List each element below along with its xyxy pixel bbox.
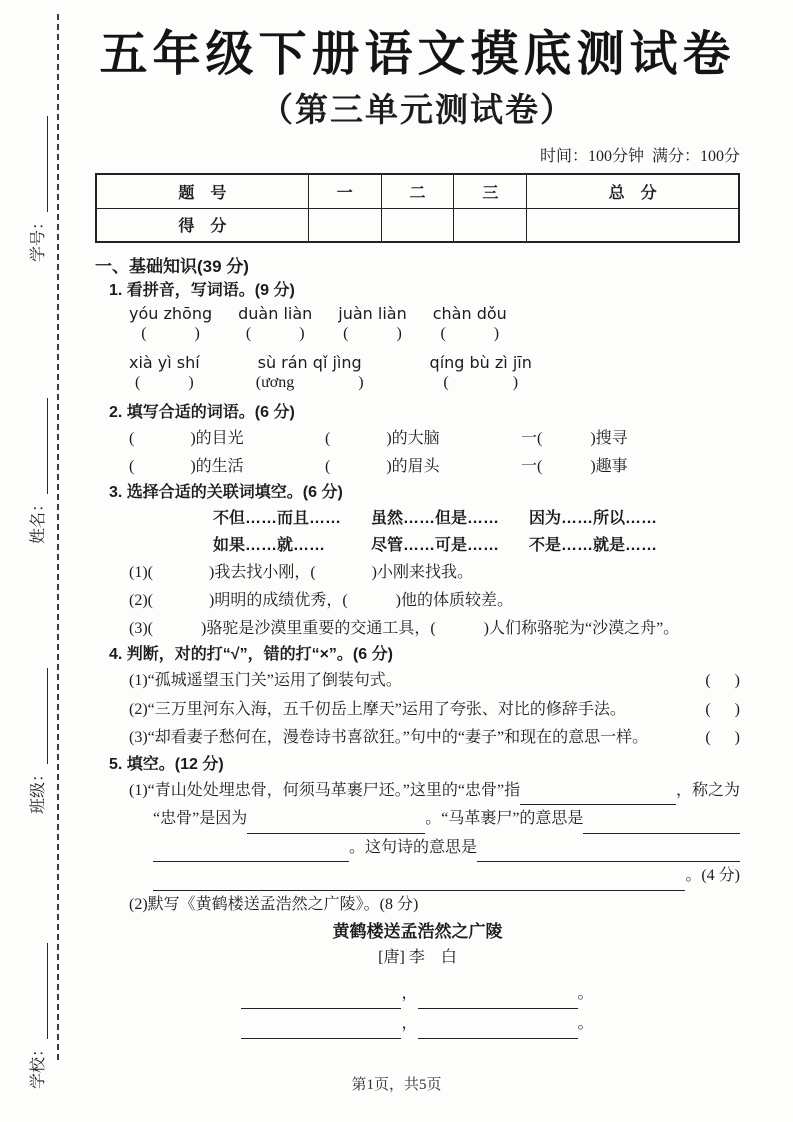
main-content xyxy=(95,24,740,1039)
sidebar-field-name xyxy=(22,366,48,544)
class-blank xyxy=(30,668,48,764)
score-cell xyxy=(308,208,381,242)
q2-row xyxy=(129,425,740,453)
sidebar-field-school xyxy=(22,911,48,1089)
answer-parens: ( ) xyxy=(141,325,200,342)
q4-item xyxy=(129,667,740,696)
score-cell xyxy=(527,208,739,242)
q1-pinyin-row2 xyxy=(129,352,740,392)
seal-dashed-line xyxy=(57,14,59,1060)
q5-fill-line xyxy=(129,777,740,806)
answer-parens: ( ) xyxy=(343,325,402,342)
answer-parens: ( ) xyxy=(443,374,519,391)
q3-options-row xyxy=(213,505,740,532)
conjunction-option: 不但……而且…… xyxy=(213,510,342,527)
pinyin-item xyxy=(238,303,312,343)
score-table xyxy=(95,173,740,243)
answer-blank xyxy=(418,1017,578,1039)
score-table-header-cell: 二 xyxy=(381,174,454,208)
judge-statement: (3)“却看妻子愁何在，漫卷诗书喜欲狂。”句中的“妻子”和现在的意思一样。 xyxy=(129,729,649,746)
fill-text: “忠骨”是因为 xyxy=(153,810,248,827)
answer-blank xyxy=(247,812,425,834)
student-id-blank xyxy=(30,116,48,212)
page-subtitle: （第三单元测试卷） xyxy=(260,93,575,129)
score-cell xyxy=(381,208,454,242)
fill-text: 。这句诗的意思是 xyxy=(349,838,478,856)
q3-title: 3. 选择合适的关联词填空。(6 分) xyxy=(109,484,343,501)
fill-word-blank: ( )的生活 xyxy=(129,458,244,475)
q1-pinyin-row1 xyxy=(129,303,740,343)
score-table-header-cell: 题 号 xyxy=(96,174,308,208)
q4-item xyxy=(129,724,740,753)
sidebar-field-student-id xyxy=(22,84,48,262)
name-blank xyxy=(30,398,48,494)
fill-text: 。“马革裹尸”的意思是 xyxy=(425,810,584,827)
poem-title: 黄鹤楼送孟浩然之广陵 xyxy=(332,921,503,941)
page-title: 五年级下册语文摸底测试卷 xyxy=(99,28,736,81)
q2-row xyxy=(129,453,740,481)
score-table-header-cell: 一 xyxy=(308,174,381,208)
q5-fill-line xyxy=(153,805,740,834)
answer-parens: (ương ) xyxy=(255,374,364,391)
q5-title: 5. 填空。(12 分) xyxy=(109,755,224,773)
sidebar-field-class xyxy=(22,636,48,814)
pinyin-item xyxy=(129,303,212,343)
pinyin-text: yóu zhōng xyxy=(129,304,213,323)
fill-word-blank: ( )的眉头 xyxy=(325,458,440,475)
pinyin-text: sù rán qǐ jìng xyxy=(257,353,362,372)
school-blank xyxy=(30,943,48,1039)
answer-parens: ( ) xyxy=(135,374,194,391)
answer-blank xyxy=(418,987,578,1009)
q5-part2-title: (2)默写《黄鹤楼送孟浩然之广陵》。(8 分) xyxy=(129,895,419,913)
q3-item: (3)( )骆驼是沙漠里重要的交通工具，( )人们称骆驼为“沙漠之舟”。 xyxy=(129,620,680,637)
conjunction-option: 如果……就…… xyxy=(213,537,326,554)
pinyin-text: xià yì shí xyxy=(129,353,200,372)
class-label: 班级： xyxy=(30,765,47,814)
q3-options-row xyxy=(213,532,740,559)
name-label: 姓名： xyxy=(30,495,47,544)
answer-parens: ( ) xyxy=(245,325,305,342)
fill-word-blank: 一( )搜寻 xyxy=(521,430,628,447)
conjunction-option: 尽管……可是…… xyxy=(371,537,500,554)
fill-text: 。(4 分) xyxy=(685,867,740,884)
conjunction-option: 不是……就是…… xyxy=(529,537,658,554)
score-table-header-cell: 总 分 xyxy=(527,174,739,208)
score-cell xyxy=(454,208,527,242)
fill-word-blank: 一( )趣事 xyxy=(521,458,628,475)
q2-title: 2. 填写合适的词语。(6 分) xyxy=(109,404,295,421)
poem-comma: ， xyxy=(401,984,418,1002)
score-label-cell: 得 分 xyxy=(96,208,308,242)
pinyin-item xyxy=(129,352,200,392)
q4-item xyxy=(129,696,740,725)
answer-blank xyxy=(241,987,401,1009)
poem-period: 。 xyxy=(577,1014,594,1032)
answer-blank xyxy=(520,783,676,805)
answer-parens: ( ) xyxy=(440,325,500,342)
pinyin-item xyxy=(338,303,406,343)
judge-statement: (2)“三万里河东入海，五千仞岳上摩天”运用了夸张、对比的修辞手法。 xyxy=(129,700,626,718)
q5-fill-line xyxy=(153,862,740,891)
school-label: 学校： xyxy=(30,1040,47,1089)
pinyin-text: qíng bù zì jīn xyxy=(429,353,532,372)
q4-title: 4. 判断，对的打“√”，错的打“×”。(6 分) xyxy=(109,646,393,663)
pinyin-item xyxy=(433,303,507,343)
pinyin-text: chàn dǒu xyxy=(432,304,507,323)
conjunction-option: 虽然……但是…… xyxy=(371,510,500,527)
pinyin-text: juàn liàn xyxy=(338,304,407,323)
answer-blank xyxy=(241,1017,401,1039)
answer-blank xyxy=(583,812,740,834)
answer-blank xyxy=(153,840,349,862)
q3-item: (2)( )明明的成绩优秀，( )他的体质较差。 xyxy=(129,592,513,609)
q3-item: (1)( )我去找小刚，( )小刚来找我。 xyxy=(129,564,473,581)
conjunction-option: 因为……所以…… xyxy=(529,510,658,527)
student-id-label: 学号： xyxy=(30,213,47,262)
score-table-header-cell: 三 xyxy=(454,174,527,208)
fill-text: ，称之为 xyxy=(675,781,740,799)
exam-meta: 时间：100分钟 满分：100分 xyxy=(539,148,740,165)
score-table-score-row xyxy=(96,208,739,242)
section1-heading: 一、基础知识(39 分) xyxy=(95,257,249,276)
judge-answer-parens: ( ) xyxy=(705,672,740,689)
q5-fill-line xyxy=(153,834,740,863)
fill-word-blank: ( )的大脑 xyxy=(325,430,440,447)
judge-answer-parens: ( ) xyxy=(705,729,740,746)
answer-blank xyxy=(153,869,685,891)
fill-text: (1)“青山处处埋忠骨，何须马革裹尸还。”这里的“忠骨”指 xyxy=(129,781,521,799)
score-table-header-row xyxy=(96,174,739,208)
poem-blank-line xyxy=(95,979,740,1009)
poem-period: 。 xyxy=(577,984,594,1002)
judge-statement: (1)“孤城遥望玉门关”运用了倒装句式。 xyxy=(129,672,402,689)
q1-title: 1. 看拼音，写词语。(9 分) xyxy=(109,282,295,299)
pinyin-item xyxy=(430,352,532,392)
answer-blank xyxy=(477,840,740,862)
fill-word-blank: ( )的目光 xyxy=(129,430,244,447)
poem-comma: ， xyxy=(401,1014,418,1032)
judge-answer-parens: ( ) xyxy=(705,700,740,718)
pinyin-item xyxy=(256,352,364,392)
page-number-footer: 第1页，共5页 xyxy=(351,1077,442,1093)
poem-blank-line xyxy=(95,1009,740,1039)
pinyin-text: duàn liàn xyxy=(238,304,313,323)
poem-author: [唐] 李 白 xyxy=(378,948,457,966)
